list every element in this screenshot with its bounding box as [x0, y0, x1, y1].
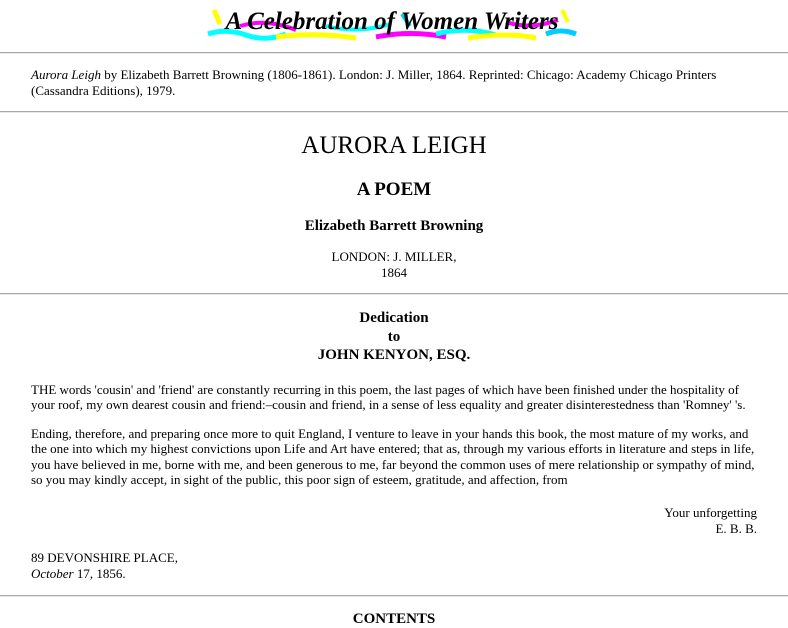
dedication-heading-line: Dedication: [359, 310, 429, 326]
address-line: 89 DEVONSHIRE PLACE,: [31, 549, 178, 565]
site-banner: [0, 0, 788, 46]
dedication-paragraph: Ending, therefore, and preparing once more to quit England, I venture to leave in your hands this book, the most mature of my works, and the one into which my highest convictions upon Life and Art have entered; that as, through my various efforts in literature and steps in life, you have believed in me, borne with me, and been generous to me, far beyond the common uses of mere relationship or sympathy of mind, so you may kindly accept, in sight of the public, this poor sign of esteem, gratitude, and affection, from: [31, 425, 755, 487]
signoff-line: Your unforgetting: [664, 504, 757, 520]
book-subtitle: A POEM: [356, 179, 432, 200]
imprint-line: LONDON: J. MILLER,: [331, 249, 457, 264]
dedication-signoff: [0, 505, 788, 537]
date-rest: 17, 1856.: [73, 565, 126, 581]
imprint-year: 1864: [381, 265, 407, 280]
date-month: October: [31, 565, 74, 581]
dedication-heading-line: JOHN KENYON, ESQ.: [317, 347, 471, 363]
citation-text: by Elizabeth Barrett Browning (1806-1861). London: J. Miller, 1864. Reprinted: Chicago: Academy Chicago Printers (Cassandra Editions), 1979.: [31, 67, 717, 98]
dedication-heading: [0, 295, 788, 365]
citation-book-title: Aurora Leigh: [31, 67, 101, 82]
dedication-heading-line: to: [387, 328, 401, 345]
dedication-paragraph: THE words 'cousin' and 'friend' are constantly recurring in this poem, the last pages of which have been finished under the hospitality of your roof, my own dearest cousin and friend:–cousin and friend, in a sense of less equality and greater disinterestedness than 'Romney' 's.: [31, 381, 746, 412]
book-title: AURORA LEIGH: [301, 132, 487, 159]
book-author: Elizabeth Barrett Browning: [304, 218, 484, 234]
title-page: [0, 113, 788, 293]
publisher-imprint: [0, 249, 788, 293]
source-citation: [0, 54, 788, 111]
dedication-address: [0, 550, 788, 595]
signoff-initials: E. B. B.: [715, 520, 757, 536]
site-title[interactable]: A Celebration of Women Writers: [225, 8, 559, 35]
contents-heading: CONTENTS: [352, 610, 436, 627]
